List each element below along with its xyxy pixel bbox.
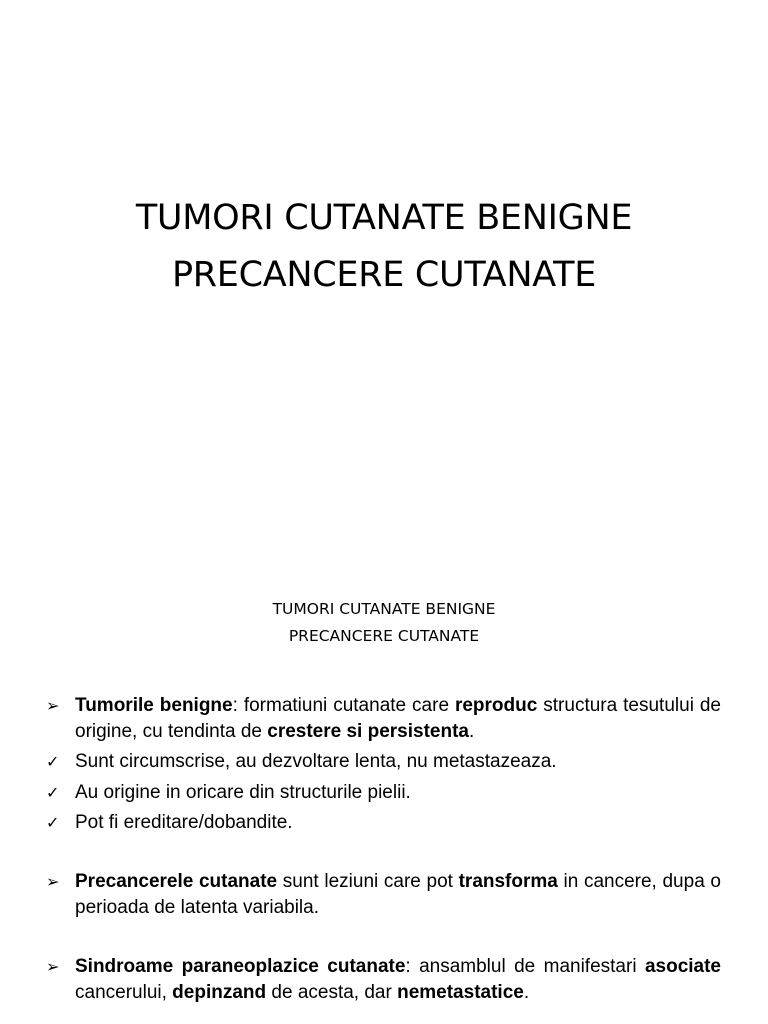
arrow-bullet-icon: ➢	[46, 696, 60, 715]
bullet-text-run: structura tesutului de origine, cu tendinta de	[75, 695, 721, 742]
bullet-text-run: Sunt circumscrise, au dezvoltare lenta, nu metastazeaza.	[75, 751, 557, 772]
slide-title	[0, 190, 768, 304]
slide-title-line-1: TUMORI CUTANATE BENIGNE	[135, 198, 633, 238]
section-title	[0, 596, 768, 650]
checkmark-bullet-icon: ✓	[46, 813, 60, 832]
checkmark-bullet-icon: ✓	[46, 783, 60, 802]
bullet-text-bold: crestere si persistenta	[267, 721, 469, 742]
bullet-text-run: Pot fi ereditare/dobandite.	[75, 812, 293, 833]
bullet-text-run: de acesta, dar	[266, 982, 398, 1003]
bullet-text-bold: transforma	[458, 871, 558, 892]
bullet-item	[46, 749, 721, 775]
arrow-bullet-icon: ➢	[46, 872, 60, 891]
bullet-text-run: .	[523, 982, 530, 1003]
bullet-text-run: in cancere, dupa o perioada de latenta variabila.	[75, 871, 721, 918]
arrow-bullet-icon: ➢	[46, 957, 60, 976]
bullet-text-run: sunt leziuni care pot	[277, 871, 459, 892]
slide-title-line-2: PRECANCERE CUTANATE	[171, 255, 597, 295]
bullet-item	[46, 780, 721, 806]
bullet-text-bold: Sindroame paraneoplazice cutanate	[75, 956, 406, 977]
bullet-text	[75, 780, 721, 806]
bullet-item	[46, 954, 721, 1006]
bullet-text-run: .	[468, 721, 475, 742]
checkmark-bullet-icon: ✓	[46, 752, 60, 771]
bullet-text-run: cancerului,	[75, 982, 173, 1003]
bullet-text	[75, 810, 721, 836]
bullet-item	[46, 693, 721, 745]
bullet-item	[46, 810, 721, 836]
bullet-text-bold: nemetastatice	[397, 982, 524, 1003]
bullet-text-bold: Tumorile benigne	[75, 695, 233, 716]
bullet-text-bold: reproduc	[454, 695, 538, 716]
section-title-line-2: PRECANCERE CUTANATE	[288, 627, 480, 645]
bullet-text-bold: asociate	[644, 956, 721, 977]
bullet-text-run: : ansamblul de manifestari	[405, 956, 645, 977]
bullet-item	[46, 869, 721, 921]
bullet-text-bold: depinzand	[172, 982, 267, 1003]
bullet-text	[75, 749, 721, 775]
bullet-text	[75, 869, 721, 921]
section-title-line-1: TUMORI CUTANATE BENIGNE	[272, 600, 496, 618]
bullet-text-bold: Precancerele cutanate	[75, 871, 278, 892]
bullet-text-run: : formatiuni cutanate care	[232, 695, 455, 716]
bullet-text-run: Au origine in oricare din structurile pielii.	[75, 782, 411, 803]
bullet-text	[75, 954, 721, 1006]
bullet-text	[75, 693, 721, 745]
